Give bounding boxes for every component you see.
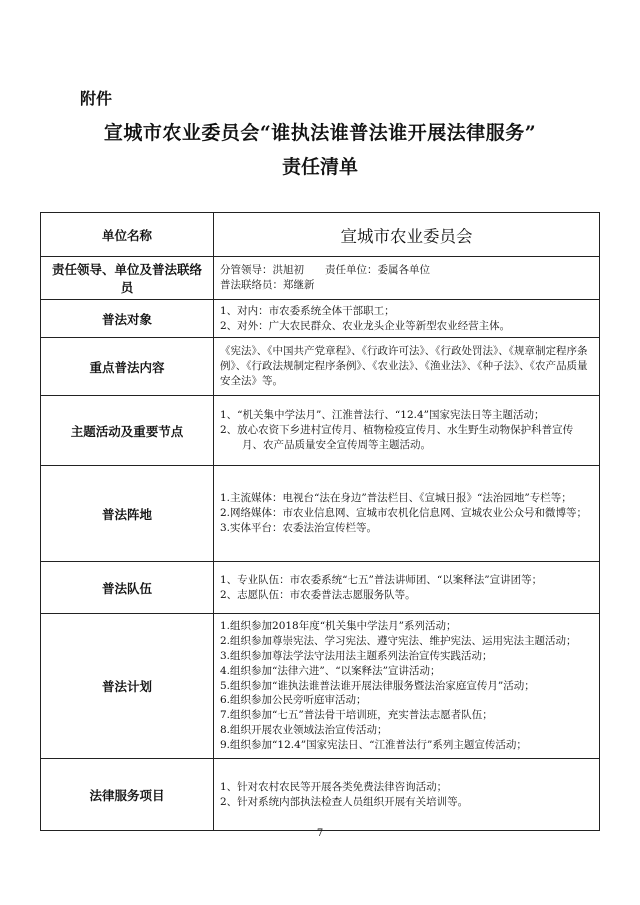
- content-line: 5.组织参加“谁执法谁普法谁开展法律服务暨法治家庭宣传月”活动；: [220, 679, 535, 692]
- row-label: 普法阵地: [41, 466, 214, 562]
- row-content: [214, 562, 600, 614]
- row-label: 责任领导、单位及普法联络员: [41, 257, 214, 300]
- content-line: 6.组织参加公民旁听庭审活动；: [220, 694, 367, 707]
- content-line: 2.网络媒体：市农业信息网、宣城市农机化信息网、宣城农业公众号和微博等；: [220, 507, 588, 520]
- document-title: 宣城市农业委员会“谁执法谁普法谁开展法律服务”: [103, 122, 537, 144]
- table-row-leaders: [41, 257, 600, 300]
- row-content: [214, 338, 600, 396]
- content-line: 2、放心农资下乡进村宣传月、植物检疫宣传月、水生野生动物保护科普宣传月、农产品质量安全宣传周等主题活动。: [220, 424, 574, 451]
- content-line: 4.组织参加“法律六进”、“以案释法”宣讲活动；: [220, 664, 441, 677]
- responsibility-table: [40, 212, 600, 831]
- content-line: 2、对外：广大农民群众、农业龙头企业等新型农业经营主体。: [220, 319, 511, 332]
- content-line: 2、针对系统内部执法检查人员组织开展有关培训等。: [220, 795, 469, 808]
- row-label: 普法队伍: [41, 562, 214, 614]
- row-content: [214, 300, 600, 338]
- content-line: 1、对内：市农委系统全体干部职工；: [220, 304, 395, 317]
- unit-name-value: 宣城市农业委员会: [214, 213, 600, 257]
- row-label: 法律服务项目: [41, 759, 214, 831]
- table-row-teams: [41, 562, 600, 614]
- row-content: [214, 759, 600, 831]
- row-label: 主题活动及重要节点: [41, 396, 214, 466]
- content-line: 3.组织参加尊法学法守法用法主题系列法治宣传实践活动；: [220, 649, 493, 662]
- table-row-activities: [41, 396, 600, 466]
- content-line: 9.组织参加“12.4”国家宪法日、“江淮普法行”系列主题宣传活动；: [220, 739, 527, 752]
- table-row-unit: [41, 213, 600, 257]
- content-line: 1、针对农村农民等开展各类免费法律咨询活动；: [220, 780, 448, 793]
- row-content: [214, 396, 600, 466]
- content-line: 8.组织开展农业领域法治宣传活动；: [220, 724, 388, 737]
- content-line: 3.实体平台：农委法治宣传栏等。: [220, 521, 378, 534]
- content-line: 2、志愿队伍：市农委普法志愿服务队等。: [220, 588, 416, 601]
- attachment-label: 附件: [80, 89, 113, 108]
- content-line: 1、专业队伍：市农委系统“七五”普法讲师团、“以案释法”宣讲团等；: [220, 573, 543, 586]
- row-content: [214, 466, 600, 562]
- table-row-plan: [41, 614, 600, 759]
- content-line: 1.组织参加2018年度“机关集中学法月”系列活动；: [220, 619, 457, 632]
- content-line: 1.主流媒体：电视台“法在身边”普法栏目、《宣城日报》“法治园地”专栏等；: [220, 492, 572, 505]
- row-label: 重点普法内容: [41, 338, 214, 396]
- content-line: 1、“机关集中学法月”、江淮普法行、“12.4”国家宪法日等主题活动；: [220, 409, 545, 422]
- table-row-targets: [41, 300, 600, 338]
- row-label: 单位名称: [41, 213, 214, 257]
- content-line: 普法联络员：郑继新: [220, 279, 315, 291]
- document-subtitle: 责任清单: [281, 156, 358, 178]
- table-row-services: [41, 759, 600, 831]
- page-number: 7: [316, 828, 324, 839]
- content-line: 7.组织参加“七五”普法骨干培训班，充实普法志愿者队伍；: [220, 709, 493, 722]
- table-row-key-content: [41, 338, 600, 396]
- row-content: [214, 614, 600, 759]
- table-row-platforms: [41, 466, 600, 562]
- row-label: 普法对象: [41, 300, 214, 338]
- content-line: 《宪法》、《中国共产党章程》、《行政许可法》、《行政处罚法》、《规章制定程序条例》、《行政法规制定程序条例》、《农业法》、《渔业法》、《种子法》、《农产品质量安全法》等。: [220, 345, 588, 387]
- row-label: 普法计划: [41, 614, 214, 759]
- row-content: [214, 257, 600, 300]
- content-line: 分管领导：洪旭初 责任单位：委属各单位: [220, 264, 430, 277]
- content-line: 2.组织参加尊崇宪法、学习宪法、遵守宪法、维护宪法、运用宪法主题活动；: [220, 634, 577, 647]
